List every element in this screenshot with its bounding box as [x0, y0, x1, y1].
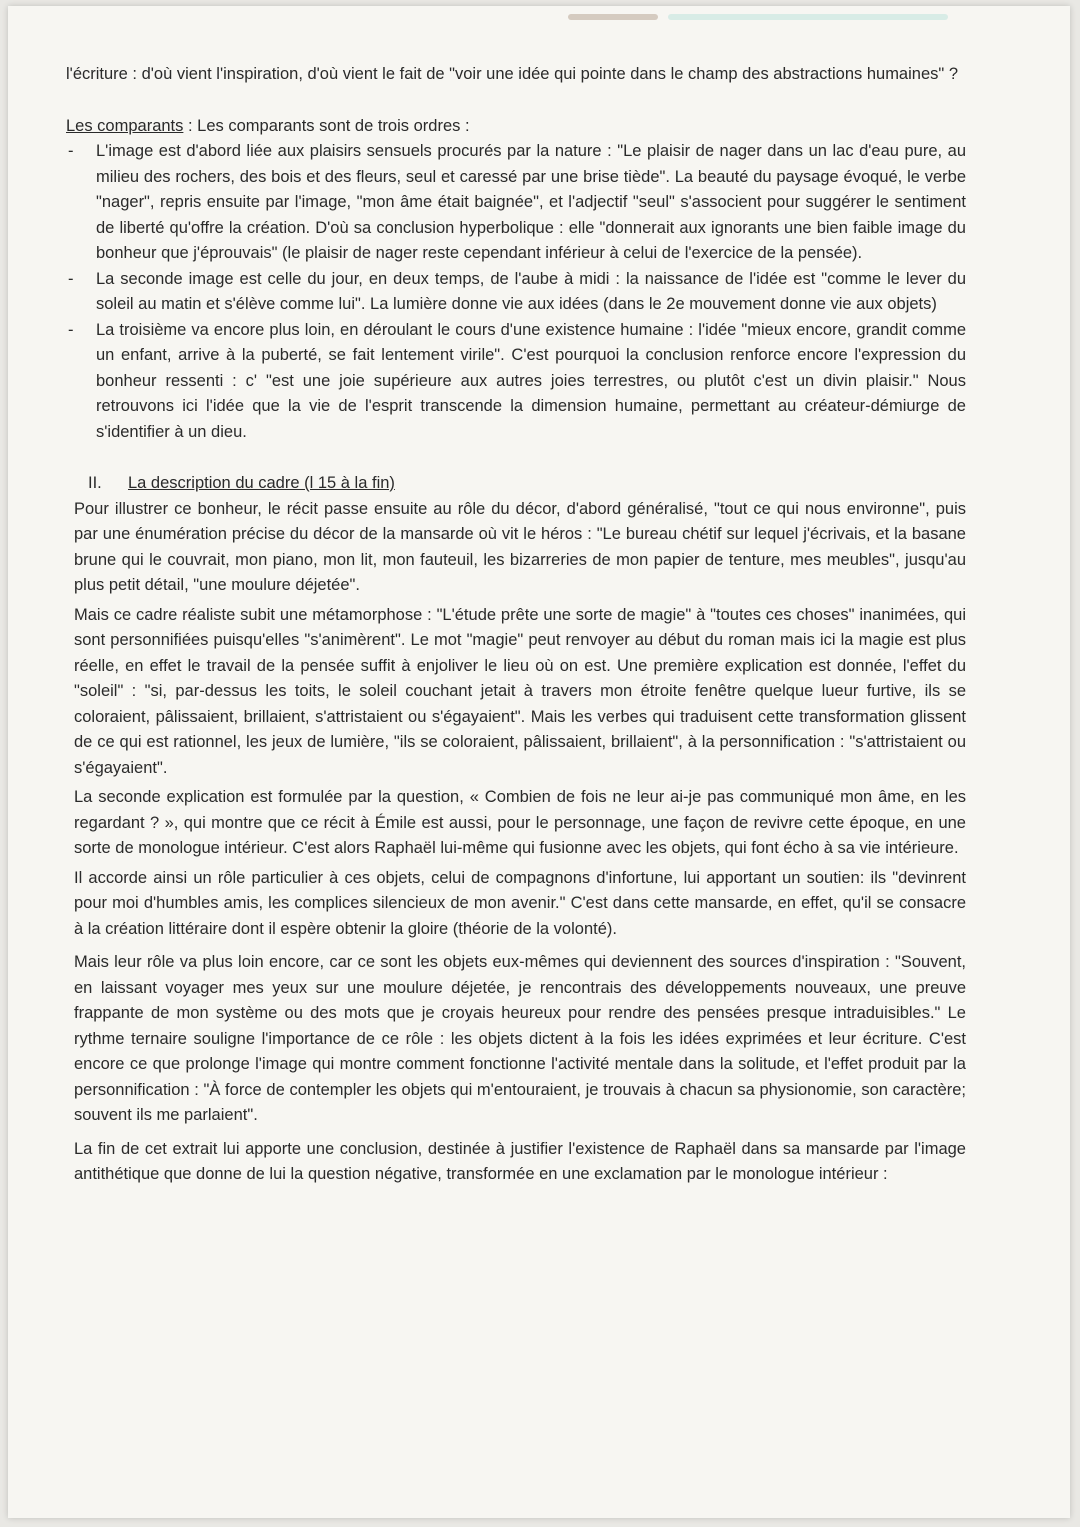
- comparants-list: [66, 139, 966, 445]
- comparants-intro: [66, 114, 966, 140]
- paragraph: Mais ce cadre réaliste subit une métamorphose : "L'étude prête une sorte de magie" à "toutes ces choses" inanimées, qui sont personnifiées puisqu'elles "s'animèrent". Le mot "magie" peut renvoyer au début du roman mais ici la magie est plus réelle, en effet le travail de la pensée suffit à enjoliver le lieu où on est. Une première explication est donnée, l'effet du "soleil" : "si, par-dessus les toits, le soleil couchant jetait à travers mon étroite fenêtre quelque lueur furtive, ils se coloraient, pâlissaient, brillaient, s'attristaient ou s'égayaient". Mais les verbes qui traduisent cette transformation glissent de ce qui est rationnel, les jeux de lumière, "ils se coloraient, pâlissaient, brillaient", à la personnification : "s'attristaient ou s'égayaient".: [74, 605, 966, 777]
- comparants-intro-text: : Les comparants sont de trois ordres :: [183, 116, 470, 135]
- tape-strip: [568, 14, 658, 20]
- list-item: - La troisième va encore plus loin, en déroulant le cours d'une existence humaine : l'idée "mieux encore, grandit comme un enfant, arrive à la puberté, se fait lentement virile". C'est pourquoi la conclusion renforce encore l'expression du bonheur ressenti : c' "est une joie supérieure aux autres joies terrestres, ou plutôt c'est un divin plaisir." Nous retrouvons ici l'idée que la vie de l'esprit transcende la dimension humaine, permettant au créateur-démiurge de s'identifier à un dieu.: [66, 318, 966, 446]
- paragraph: Mais leur rôle va plus loin encore, car ce sont les objets eux-mêmes qui deviennent des sources d'inspiration : "Souvent, en laissant voyager mes yeux sur une moulure déjetée, je rencontrais des développements nouveaux, une preuve frappante de mon système ou des mots que je croyais heureux pour rendre des pensées presque intraduisibles." Le rythme ternaire souligne l'importance de ce rôle : les objets dictent à la fois les idées exprimées et leur écriture. C'est encore ce que prolonge l'image qui montre comment fonctionne l'activité mentale dans la solitude, et l'effet produit par la personnification : "À force de contempler les objets qui m'entouraient, je trouvais à chacun sa physionomie, son caractère; souvent ils me parlaient".: [74, 953, 966, 1124]
- intro-paragraph: l'écriture : d'où vient l'inspiration, d'où vient le fait de "voir une idée qui pointe dans le champ des abstractions humaines" ?: [66, 65, 958, 83]
- section-title: La description du cadre (l 15 à la fin): [128, 474, 395, 492]
- paper-sheet: [8, 6, 1070, 1518]
- list-item: - L'image est d'abord liée aux plaisirs sensuels procurés par la nature : "Le plaisir de nager dans un lac d'eau pure, au milieu des rochers, des bois et des fleurs, seul et caressé par une brise tiède". La beauté du paysage évoqué, le verbe "nager", repris ensuite par l'image, "mon âme était baignée", et l'adjectif "seul" s'associent pour suggérer le sentiment de liberté qu'offre la création. D'où sa conclusion hyperbolique : elle "donnerait aux ignorants une bien faible image du bonheur que j'éprouvais" (le plaisir de nager reste cependant inférieur à celui de l'exercice de la pensée).: [66, 139, 966, 267]
- paragraph: La fin de cet extrait lui apporte une conclusion, destinée à justifier l'existence de Raphaël dans sa mansarde par l'image antithétique que donne de lui la question négative, transformée en une exclamation par le monologue intérieur :: [74, 1139, 966, 1183]
- paragraph: Pour illustrer ce bonheur, le récit passe ensuite au rôle du décor, d'abord généralisé, "tout ce qui nous environne", puis par une énumération précise du décor de la mansarde où vit le héros : "Le bureau chétif sur lequel j'écrivais, et la basane brune qui le couvrait, mon piano, mon lit, mon fauteuil, les bizarreries de mon papier de tenture, mes meubles", jusqu'au plus petit détail, "une moulure déjetée".: [74, 499, 966, 594]
- section-body: [66, 497, 966, 1188]
- document-body: [66, 62, 966, 1188]
- tape-strip: [668, 14, 948, 20]
- comparants-label: Les comparants: [66, 116, 184, 135]
- list-item: - La seconde image est celle du jour, en deux temps, de l'aube à midi : la naissance de l'idée est "comme le lever du soleil au matin et s'élève comme lui". La lumière donne vie aux idées (dans le 2e mouvement donne vie aux objets): [66, 267, 966, 318]
- section-number: II.: [88, 474, 102, 492]
- paragraph: Il accorde ainsi un rôle particulier à ces objets, celui de compagnons d'infortune, lui apportant un soutien: ils "devinrent pour moi d'humbles amis, les complices silencieux de mon avenir." C'est dans cette mansarde, en effet, qu'il se consacre à la création littéraire dont il espère obtenir la gloire (théorie de la volonté).: [74, 868, 966, 938]
- section-heading: [66, 471, 966, 497]
- paragraph: La seconde explication est formulée par la question, « Combien de fois ne leur ai-je pas communiqué mon âme, en les regardant ? », qui montre que ce récit à Émile est aussi, pour le personnage, une façon de revivre cette époque, en une sorte de monologue intérieur. C'est alors Raphaël lui-même qui fusionne avec les objets, qui font écho à sa vie intérieure.: [74, 788, 966, 857]
